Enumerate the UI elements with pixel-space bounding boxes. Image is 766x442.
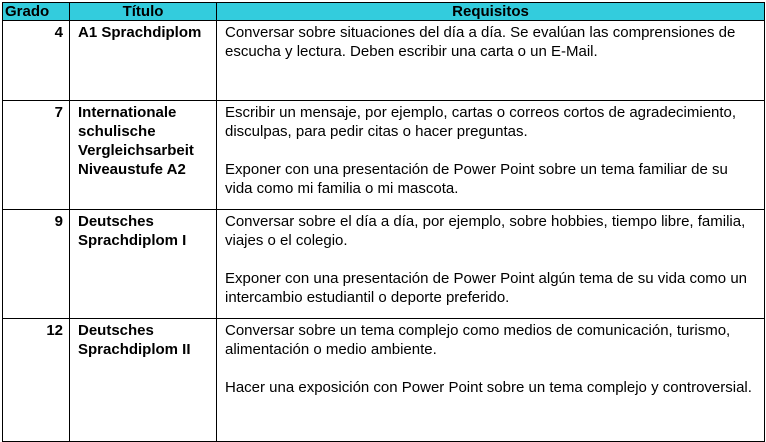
requirement-text: Hacer una exposición con Power Point sobre un tema complejo y controversial. [225, 379, 752, 396]
table-row [3, 21, 765, 101]
grade-cell: 12 [3, 319, 70, 442]
requirements-table [2, 2, 765, 442]
title-cell: Deutsches Sprachdiplom I [70, 210, 217, 319]
table-row [3, 210, 765, 319]
grade-cell: 4 [3, 21, 70, 101]
requirement-text: Conversar sobre el día a día, por ejemplo, sobre hobbies, tiempo libre, familia, viajes o el colegio. [225, 213, 746, 249]
title-cell: Deutsches Sprachdiplom II [70, 319, 217, 442]
header-requirements: Requisitos [217, 3, 765, 21]
requirements-cell [217, 101, 765, 210]
title-cell: A1 Sprachdiplom [70, 21, 217, 101]
title-cell: Internationale schulische Vergleichsarbeit Niveaustufe A2 [70, 101, 217, 210]
header-title: Título [70, 3, 217, 21]
requirements-cell [217, 21, 765, 101]
table-row [3, 319, 765, 442]
requirement-text: Conversar sobre un tema complejo como medios de comunicación, turismo, alimentación o medio ambiente. [225, 322, 731, 358]
table-row [3, 101, 765, 210]
grade-cell: 7 [3, 101, 70, 210]
requirements-cell [217, 210, 765, 319]
requirement-text: Escribir un mensaje, por ejemplo, cartas o correos cortos de agradecimiento, disculpas, para pedir citas o hacer preguntas. [225, 104, 737, 140]
grade-cell: 9 [3, 210, 70, 319]
requirement-text: Exponer con una presentación de Power Point sobre un tema familiar de su vida como mi familia o mi mascota. [225, 161, 728, 197]
table-header-row [3, 3, 765, 21]
requirements-cell [217, 319, 765, 442]
requirement-text: Conversar sobre situaciones del día a día. Se evalúan las comprensiones de escucha y lectura. Deben escribir una carta o un E-Mail. [225, 24, 736, 60]
header-grade: Grado [3, 3, 70, 21]
requirement-text: Exponer con una presentación de Power Point algún tema de su vida como un intercambio estudiantil o deporte preferido. [225, 270, 747, 306]
